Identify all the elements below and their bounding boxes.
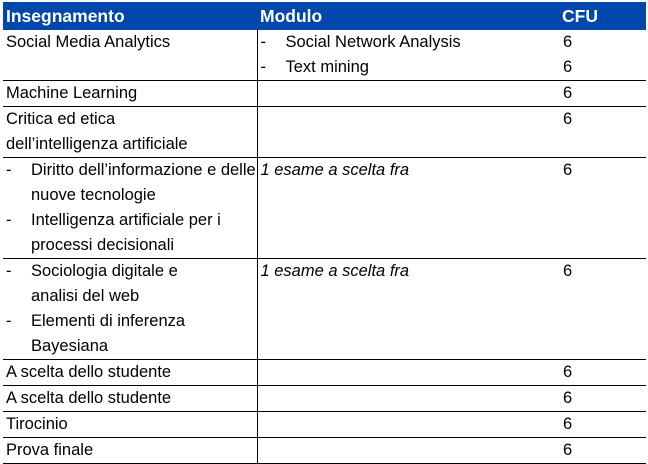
list-dash: - xyxy=(6,211,12,229)
insegnamento-cell: Tirocinio xyxy=(3,412,257,438)
cfu-cell: 6 xyxy=(559,438,646,464)
list-item xyxy=(6,309,257,359)
modulo-name: Text mining xyxy=(285,58,369,76)
modulo-cell xyxy=(257,360,559,386)
table-row xyxy=(3,158,646,259)
table-row xyxy=(3,107,646,158)
list-dash: - xyxy=(6,312,12,330)
cfu-cell: 6 xyxy=(559,81,646,107)
header-row xyxy=(3,2,646,30)
cfu-cell: 6 xyxy=(559,259,646,360)
list-item xyxy=(6,259,257,309)
table-row xyxy=(3,386,646,412)
table-header xyxy=(3,2,646,30)
insegnamento-cell: Social Media Analytics xyxy=(3,30,257,81)
cfu-cell: 6 xyxy=(559,412,646,438)
table-row xyxy=(3,412,646,438)
insegnamento-cell: Machine Learning xyxy=(3,81,257,107)
cfu-cell: 6 xyxy=(559,386,646,412)
list-item xyxy=(6,158,257,208)
cfu-cell: 6 xyxy=(559,158,646,259)
list-dash: - xyxy=(6,161,12,179)
insegnamento-cell: A scelta dello studente xyxy=(3,386,257,412)
insegnamento-option: Intelligenza artificiale per i processi decisionali xyxy=(31,211,221,254)
modulo-cell xyxy=(257,386,559,412)
cfu-value: 6 xyxy=(563,33,573,51)
list-dash: - xyxy=(260,58,266,76)
modulo-cell xyxy=(257,81,559,107)
insegnamento-cell: A scelta dello studente xyxy=(3,360,257,386)
list-item xyxy=(6,208,257,258)
cfu-cell xyxy=(559,30,646,81)
modulo-name: Social Network Analysis xyxy=(285,33,461,51)
list-item xyxy=(261,30,560,55)
modulo-cell xyxy=(257,30,559,81)
table-body xyxy=(3,30,646,464)
insegnamento-option: Diritto dell’informazione e delle nuove tecnologie xyxy=(31,161,256,204)
header-cfu: CFU xyxy=(559,2,646,30)
list-item xyxy=(261,55,560,80)
insegnamento-cell xyxy=(3,259,257,360)
insegnamento-cell xyxy=(3,107,257,158)
table-row xyxy=(3,259,646,360)
insegnamento-option: Sociologia digitale e analisi del web xyxy=(31,262,178,305)
table-row xyxy=(3,81,646,107)
cfu-cell: 6 xyxy=(559,360,646,386)
modulo-note: 1 esame a scelta fra xyxy=(257,259,559,360)
modulo-cell xyxy=(257,412,559,438)
insegnamento-cell: Prova finale xyxy=(3,438,257,464)
header-modulo: Modulo xyxy=(257,2,559,30)
list-dash: - xyxy=(6,262,12,280)
modulo-cell xyxy=(257,438,559,464)
cfu-cell: 6 xyxy=(559,107,646,158)
insegnamento-option: Elementi di inferenza Bayesiana xyxy=(31,312,186,355)
insegnamento-name: Critica ed etica dell’intelligenza artificiale xyxy=(6,110,188,153)
modulo-note: 1 esame a scelta fra xyxy=(257,158,559,259)
header-insegnamento: Insegnamento xyxy=(3,2,257,30)
table-row xyxy=(3,30,646,81)
modulo-cell xyxy=(257,107,559,158)
insegnamento-cell xyxy=(3,158,257,259)
study-plan-table xyxy=(3,2,646,464)
list-dash: - xyxy=(260,33,266,51)
cfu-value: 6 xyxy=(563,58,573,76)
table-row xyxy=(3,438,646,464)
table-row xyxy=(3,360,646,386)
